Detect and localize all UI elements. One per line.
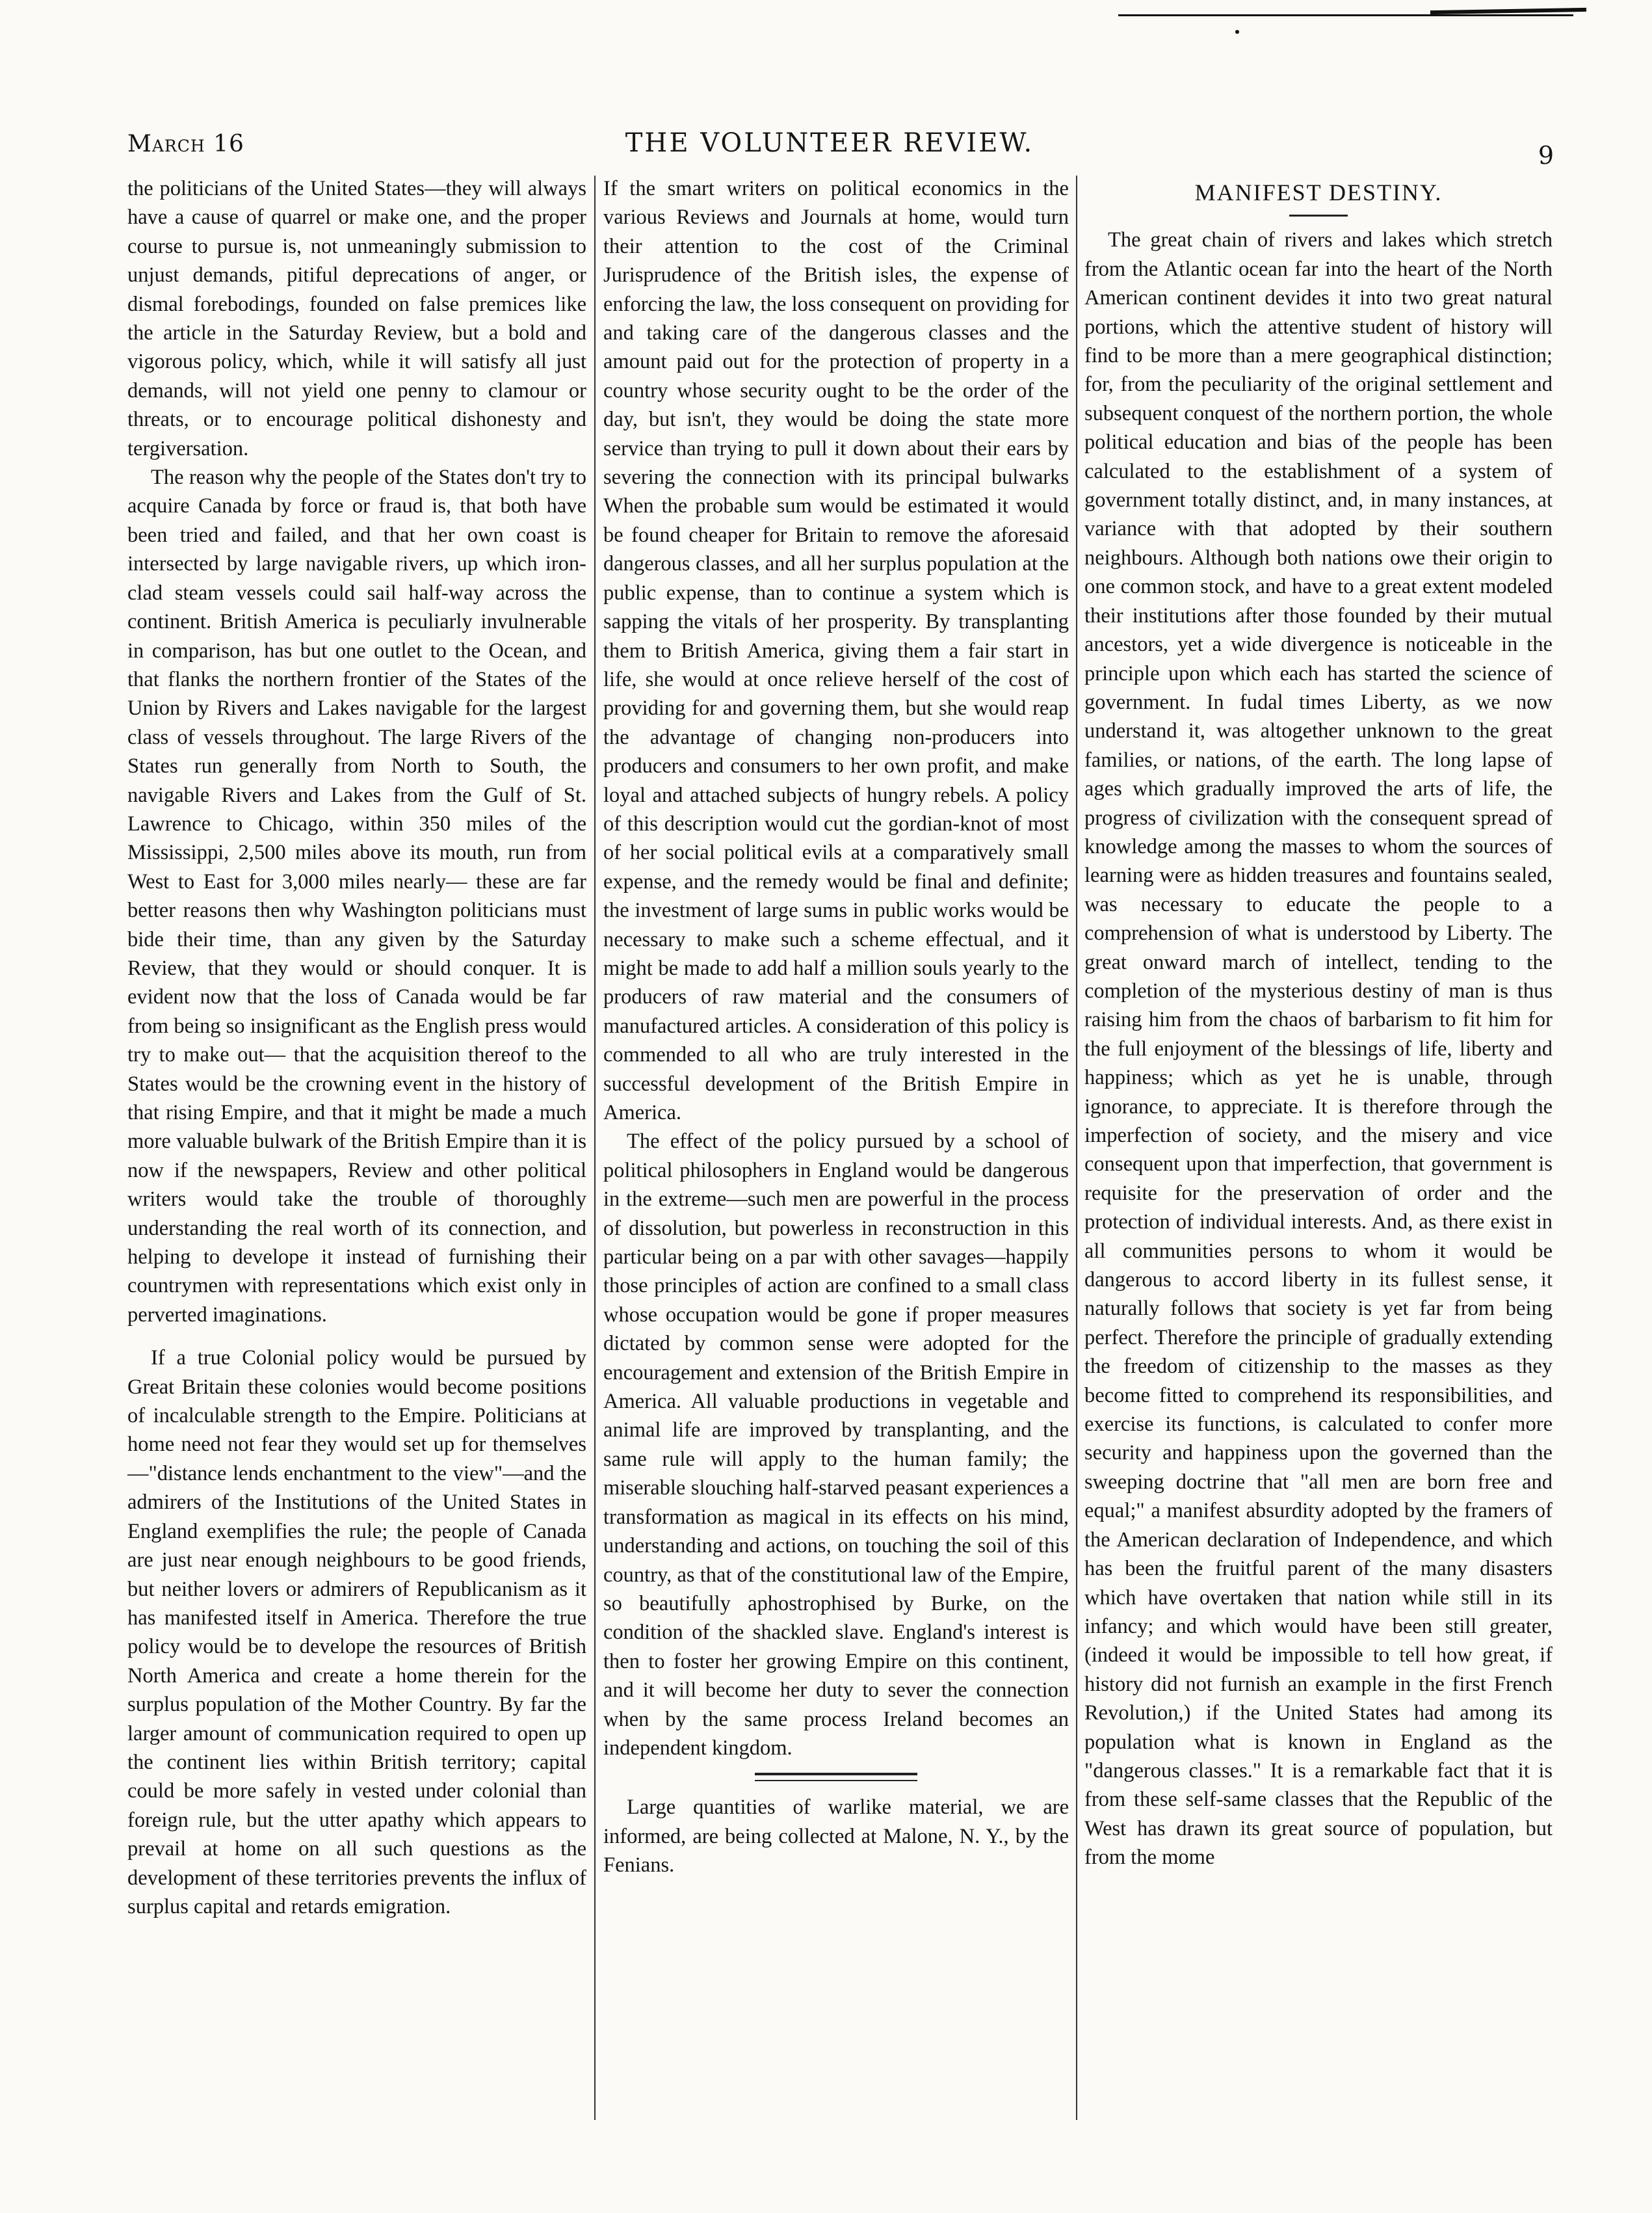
page-number: 9: [1538, 141, 1554, 170]
paragraph: The great chain of rivers and lakes which stretch from the Atlantic ocean far into the heart of the North American continent devides it into two great natural portions, which the attentive student of history will find to be more than a mere geographical distinction; for, from the peculiarity of the original settlement and subsequent conquest of the northern portion, the whole political education and bias of the people has been calculated to the establishment of a system of government totally distinct, and, in many instances, at variance with that adopted by their southern neighbours. Although both nations owe their origin to one common stock, and have to a great extent modeled their institutions after those founded by their mutual ancestors, yet a wide divergence is noticeable in the principle upon which each has started the science of government. In fudal times Liberty, as we now understand it, was altogether unknown to the great families, or nations, of the earth. The long lapse of ages which gradually improved the arts of life, the progress of civilization with the consequent spread of knowledge among the masses to whom the sources of learning were as hidden treasures and fountains sealed, was necessary to educate the people to a comprehension of what is understood by Liberty. The great onward march of intellect, tending to the completion of the mysterious destiny of man is thus raising him from the chaos of barbarism to fit him for the full enjoyment of the blessings of life, liberty and happiness; which as yet he is unable, through ignorance, to appreciate. It is therefore through the imperfection of society, and the misery and vice consequent upon that imperfection, that government is requisite for the preservation of order and the protection of individual interests. And, as there exist in all communities persons to whom it would be dangerous to accord liberty in its fullest sense, it naturally follows that society is yet far from being perfect. Therefore the principle of gradually extending the freedom of citizenship to the masses as they become fitted to comprehend its responsibilities, and exercise its functions, is calculated to confer more security and happiness upon the governed than the sweeping doctrine that "all men are born free and equal;" a manifest absurdity adopted by the framers of the American declaration of Independence, and which has been the fruitful parent of the many disasters which have overtaken that nation while still in its infancy; and which would have been still greater, (indeed it would be impossible to tell how great, if history did not furnish an example in the first French Revolution,) if the United States had among its population what is known in England as the "dangerous classes." It is a remarkable fact that it is from these self-same classes that the Republic of the West has drawn its great source of population, but from the mome: [1084, 228, 1553, 1870]
article-column-1: [127, 174, 586, 2132]
page-header: [127, 127, 1554, 170]
paragraph: The effect of the policy pursued by a school of political philosophers in England would be dangerous in the extreme—such men are powerful in the process of dissolution, but powerless in reconstruction in this particular being on a par with other savages—happily those principles of action are confined to a small class whose occupation would be gone if proper measures dictated by common sense were adopted for the encouragement and extension of the British Empire in America. All valuable productions in vegetable and animal life are improved by transplanting, and the same rule will apply to the human family; the miserable slouching half-starved peasant experiences a transformation as magical in its effects on his mind, understanding and actions, on touching the soil of this country, as that of the constitutional law of the Empire, so beautifully aphostrophised by Burke, on the condition of the shackled slave. England's interest is then to foster her growing Empire on this continent, and it will become her duty to sever the connection when by the same process Ireland becomes an independent kingdom.: [603, 1130, 1069, 1760]
section-separator: [755, 1773, 917, 1781]
article-column-2: [603, 174, 1069, 2132]
paragraph: If the smart writers on political economics in the various Reviews and Journals at home, would turn their attention to the cost of the Criminal Jurisprudence of the British isles, the expense of enforcing the law, the loss consequent on providing for and taking care of the dangerous classes and the amount paid out for the protection of property in a country whose security ought to be the order of the day, but isn't, they would be doing the state more service than trying to pull it down about their ears by severing the connection with its principal bulwarks When the probable sum would be estimated it would be found cheaper for Britain to remove the aforesaid dangerous classes, and all her surplus population at the public expense, than to continue a system which is sapping the vitals of her prosperity. By transplanting them to British America, giving them a fair start in life, she would at once relieve herself of the cost of providing for and governing them, but she would reap the advantage of changing non-producers into producers and consumers to her own profit, and make loyal and attached subjects of hungry rebels. A policy of this description would cut the gordian-knot of most of her social political evils at a comparatively small expense, and the remedy would be final and definite; the investment of large sums in public works would be necessary to make such a scheme effectual, and it might be made to add half a million souls yearly to the producers of raw material and the consumers of manufactured articles. A consideration of this policy is commended to all who are truly interested in the successful development of the British Empire in America.: [603, 177, 1069, 1124]
scan-mark: [1430, 8, 1586, 14]
article-column-3: [1084, 174, 1553, 2132]
paragraph: The reason why the people of the States don't try to acquire Canada by force or fraud is, that both have been tried and failed, and that her own coast is intersected by large navigable rivers, up which iron-clad steam vessels could sail half-way across the continent. British America is peculiarly invulnerable in comparison, has but one outlet to the Ocean, and that flanks the northern frontier of the States of the Union by Rivers and Lakes navigable for the largest class of vessels throughout. The large Rivers of the States run generally from North to South, the navigable Rivers and Lakes from the Gulf of St. Lawrence to Chicago, within 350 miles of the Mississippi, 2,500 miles above its mouth, run from West to East for 3,000 miles nearly— these are far better reasons then why Washington politicians must bide their time, than any given by the Saturday Review, that they would or should conquer. It is evident now that the loss of Canada would be far from being so insignificant as the English press would try to make out— that the acquisition thereof to the States would be the crowning event in the history of that rising Empire, and that it might be made a much more valuable bulwark of the British Empire than it is now if the newspapers, Review and other political writers would take the trouble of thoroughly understanding the real worth of its connection, and helping to develope it instead of furnishing their countrymen with representations which exist only in perverted imaginations.: [127, 466, 586, 1327]
column-rule: [594, 176, 596, 2120]
news-brief: Large quantities of warlike material, we are informed, are being collected at Malone, N. Y., by the Fenians.: [603, 1796, 1069, 1877]
paragraph: If a true Colonial policy would be pursued by Great Britain these colonies would become positions of incalculable strength to the Empire. Politicians at home need not fear they would set up for themselves—"distance lends enchantment to the view"—and the admirers of the Institutions of the United States in England exemplifies the rule; the people of Canada are just near enough neighbours to be good friends, but neither lovers or admirers of Republicanism as it has manifested itself in America. Therefore the true policy would be to develope the resources of British North America and create a home therein for the surplus population of the Mother Country. By far the larger amount of communication required to open up the continent lies within British territory; capital could be more safely in vested under colonial than foreign rule, but the utter apathy which appears to prevail at home on all such questions as the development of these territories prevents the influx of surplus capital and retards emigration.: [127, 1346, 586, 1918]
paragraph: the politicians of the United States—they will always have a cause of quarrel or make one, and the proper course to pursue is, not unmeaningly submission to unjust demands, pitiful deprecations of anger, or dismal forebodings, founded on false premices like the article in the Saturday Review, but a bold and vigorous policy, which, while it will satisfy all just demands, will not yield one penny to clamour or threats, or to encourage political dishonesty and tergiversation.: [127, 177, 586, 460]
heading-rule: [1289, 215, 1348, 217]
scan-mark: [1235, 30, 1239, 34]
section-heading: MANIFEST DESTINY.: [1194, 179, 1443, 205]
issue-date: March 16: [127, 131, 244, 157]
masthead-title: THE VOLUNTEER REVIEW.: [625, 128, 1034, 158]
scan-mark: [1118, 14, 1573, 16]
column-rule: [1076, 176, 1077, 2120]
